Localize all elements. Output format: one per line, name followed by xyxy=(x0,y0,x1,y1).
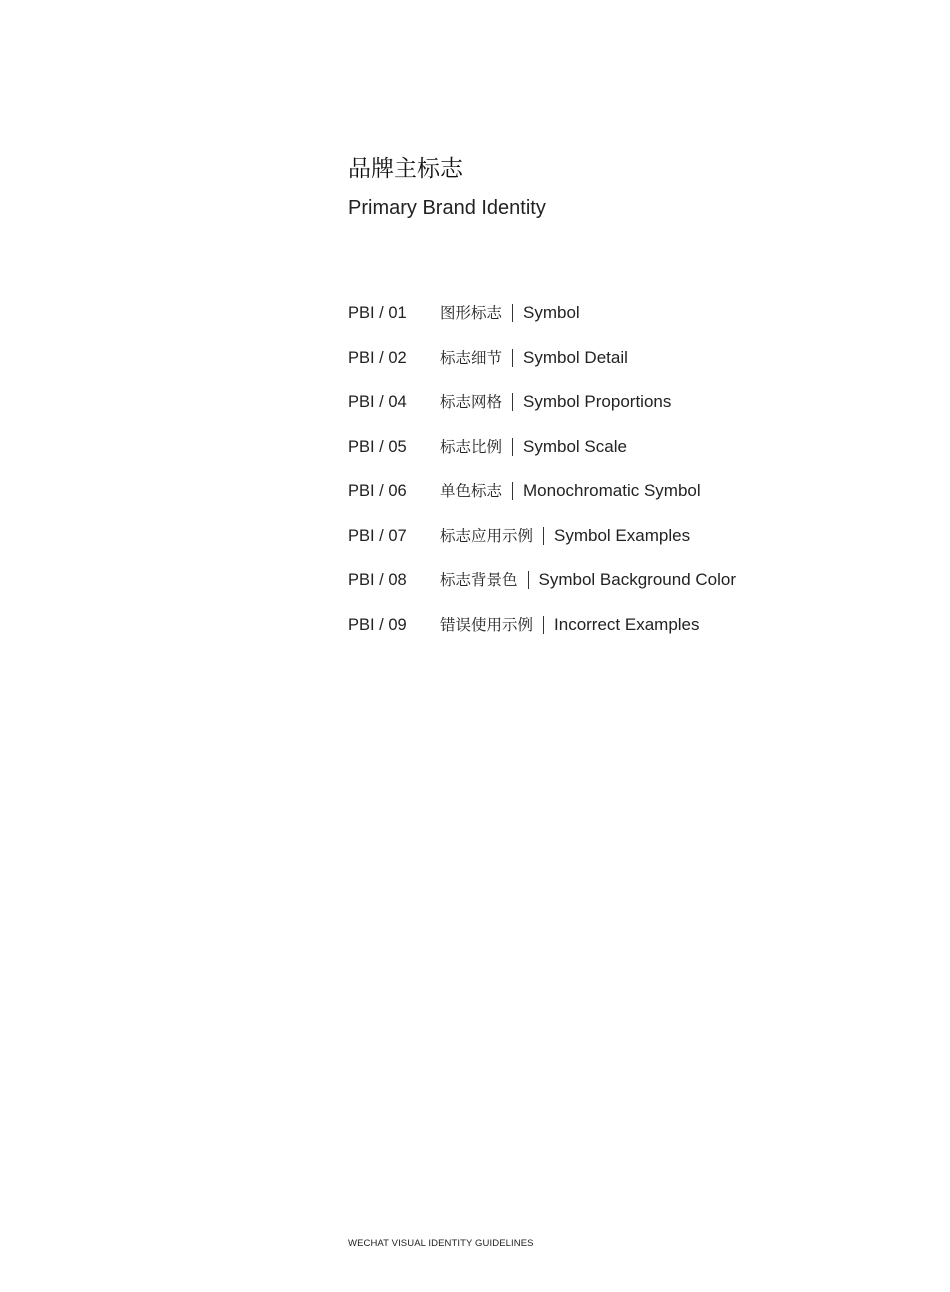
toc-item-pbi-05[interactable] xyxy=(348,434,736,479)
toc-item-code: PBI / 02 xyxy=(348,348,407,367)
toc-item-label xyxy=(440,567,736,593)
section-title-chinese: 品牌主标志 xyxy=(348,156,463,182)
toc-item-label-chinese: 标志应用示例 xyxy=(440,526,534,545)
toc-item-pbi-02[interactable] xyxy=(348,345,736,390)
toc-item-label-chinese: 标志细节 xyxy=(440,348,503,367)
toc-item-label-english: Monochromatic Symbol xyxy=(523,481,701,500)
toc-item-code: PBI / 05 xyxy=(348,437,407,456)
toc-item-label-chinese: 图形标志 xyxy=(440,304,503,322)
toc-item-label-english: Symbol Scale xyxy=(523,436,627,456)
toc-item-pbi-07[interactable] xyxy=(348,523,736,568)
toc-item-label xyxy=(440,478,701,504)
toc-item-label-chinese: 错误使用示例 xyxy=(440,615,534,634)
toc-item-label-english: Symbol Proportions xyxy=(523,392,672,411)
toc-item-label xyxy=(440,612,700,638)
toc-item-separator xyxy=(512,482,513,500)
toc-item-code: PBI / 04 xyxy=(348,393,407,411)
toc-item-label-chinese: 单色标志 xyxy=(440,482,503,500)
toc-item-label-chinese: 标志网格 xyxy=(440,393,503,411)
toc-item-label xyxy=(440,434,627,460)
toc-item-separator xyxy=(512,438,513,456)
toc-item-separator xyxy=(543,527,544,545)
toc-item-label-english: Symbol xyxy=(523,303,580,322)
section-title-english: Primary Brand Identity xyxy=(348,197,546,219)
toc-item-code: PBI / 01 xyxy=(348,304,407,322)
toc-item-separator xyxy=(512,349,513,367)
toc-item-label xyxy=(440,389,671,415)
toc-item-separator xyxy=(512,393,513,411)
toc-item-label-english: Symbol Background Color xyxy=(538,570,736,589)
toc-item-pbi-06[interactable] xyxy=(348,478,736,523)
toc-item-label xyxy=(440,345,628,371)
toc-item-separator xyxy=(543,616,544,634)
toc-item-pbi-04[interactable] xyxy=(348,389,736,434)
toc-item-label-chinese: 标志比例 xyxy=(440,437,503,456)
toc-item-label-english: Symbol Detail xyxy=(523,347,628,367)
toc-item-code: PBI / 09 xyxy=(348,615,407,634)
toc-item-label-english: Incorrect Examples xyxy=(554,614,700,634)
footer-guidelines-label: WECHAT VISUAL IDENTITY GUIDELINES xyxy=(348,1238,534,1249)
toc-item-label xyxy=(440,523,690,549)
toc-item-pbi-09[interactable] xyxy=(348,612,736,657)
table-of-contents xyxy=(348,300,736,656)
toc-item-separator xyxy=(528,571,529,589)
toc-item-label-english: Symbol Examples xyxy=(554,525,691,545)
toc-item-code: PBI / 08 xyxy=(348,571,407,589)
toc-item-label xyxy=(440,300,580,326)
toc-item-pbi-01[interactable] xyxy=(348,300,736,345)
toc-item-label-chinese: 标志背景色 xyxy=(440,571,518,589)
toc-item-code: PBI / 07 xyxy=(348,526,407,545)
toc-item-code: PBI / 06 xyxy=(348,482,407,500)
toc-item-separator xyxy=(512,304,513,322)
toc-item-pbi-08[interactable] xyxy=(348,567,736,612)
